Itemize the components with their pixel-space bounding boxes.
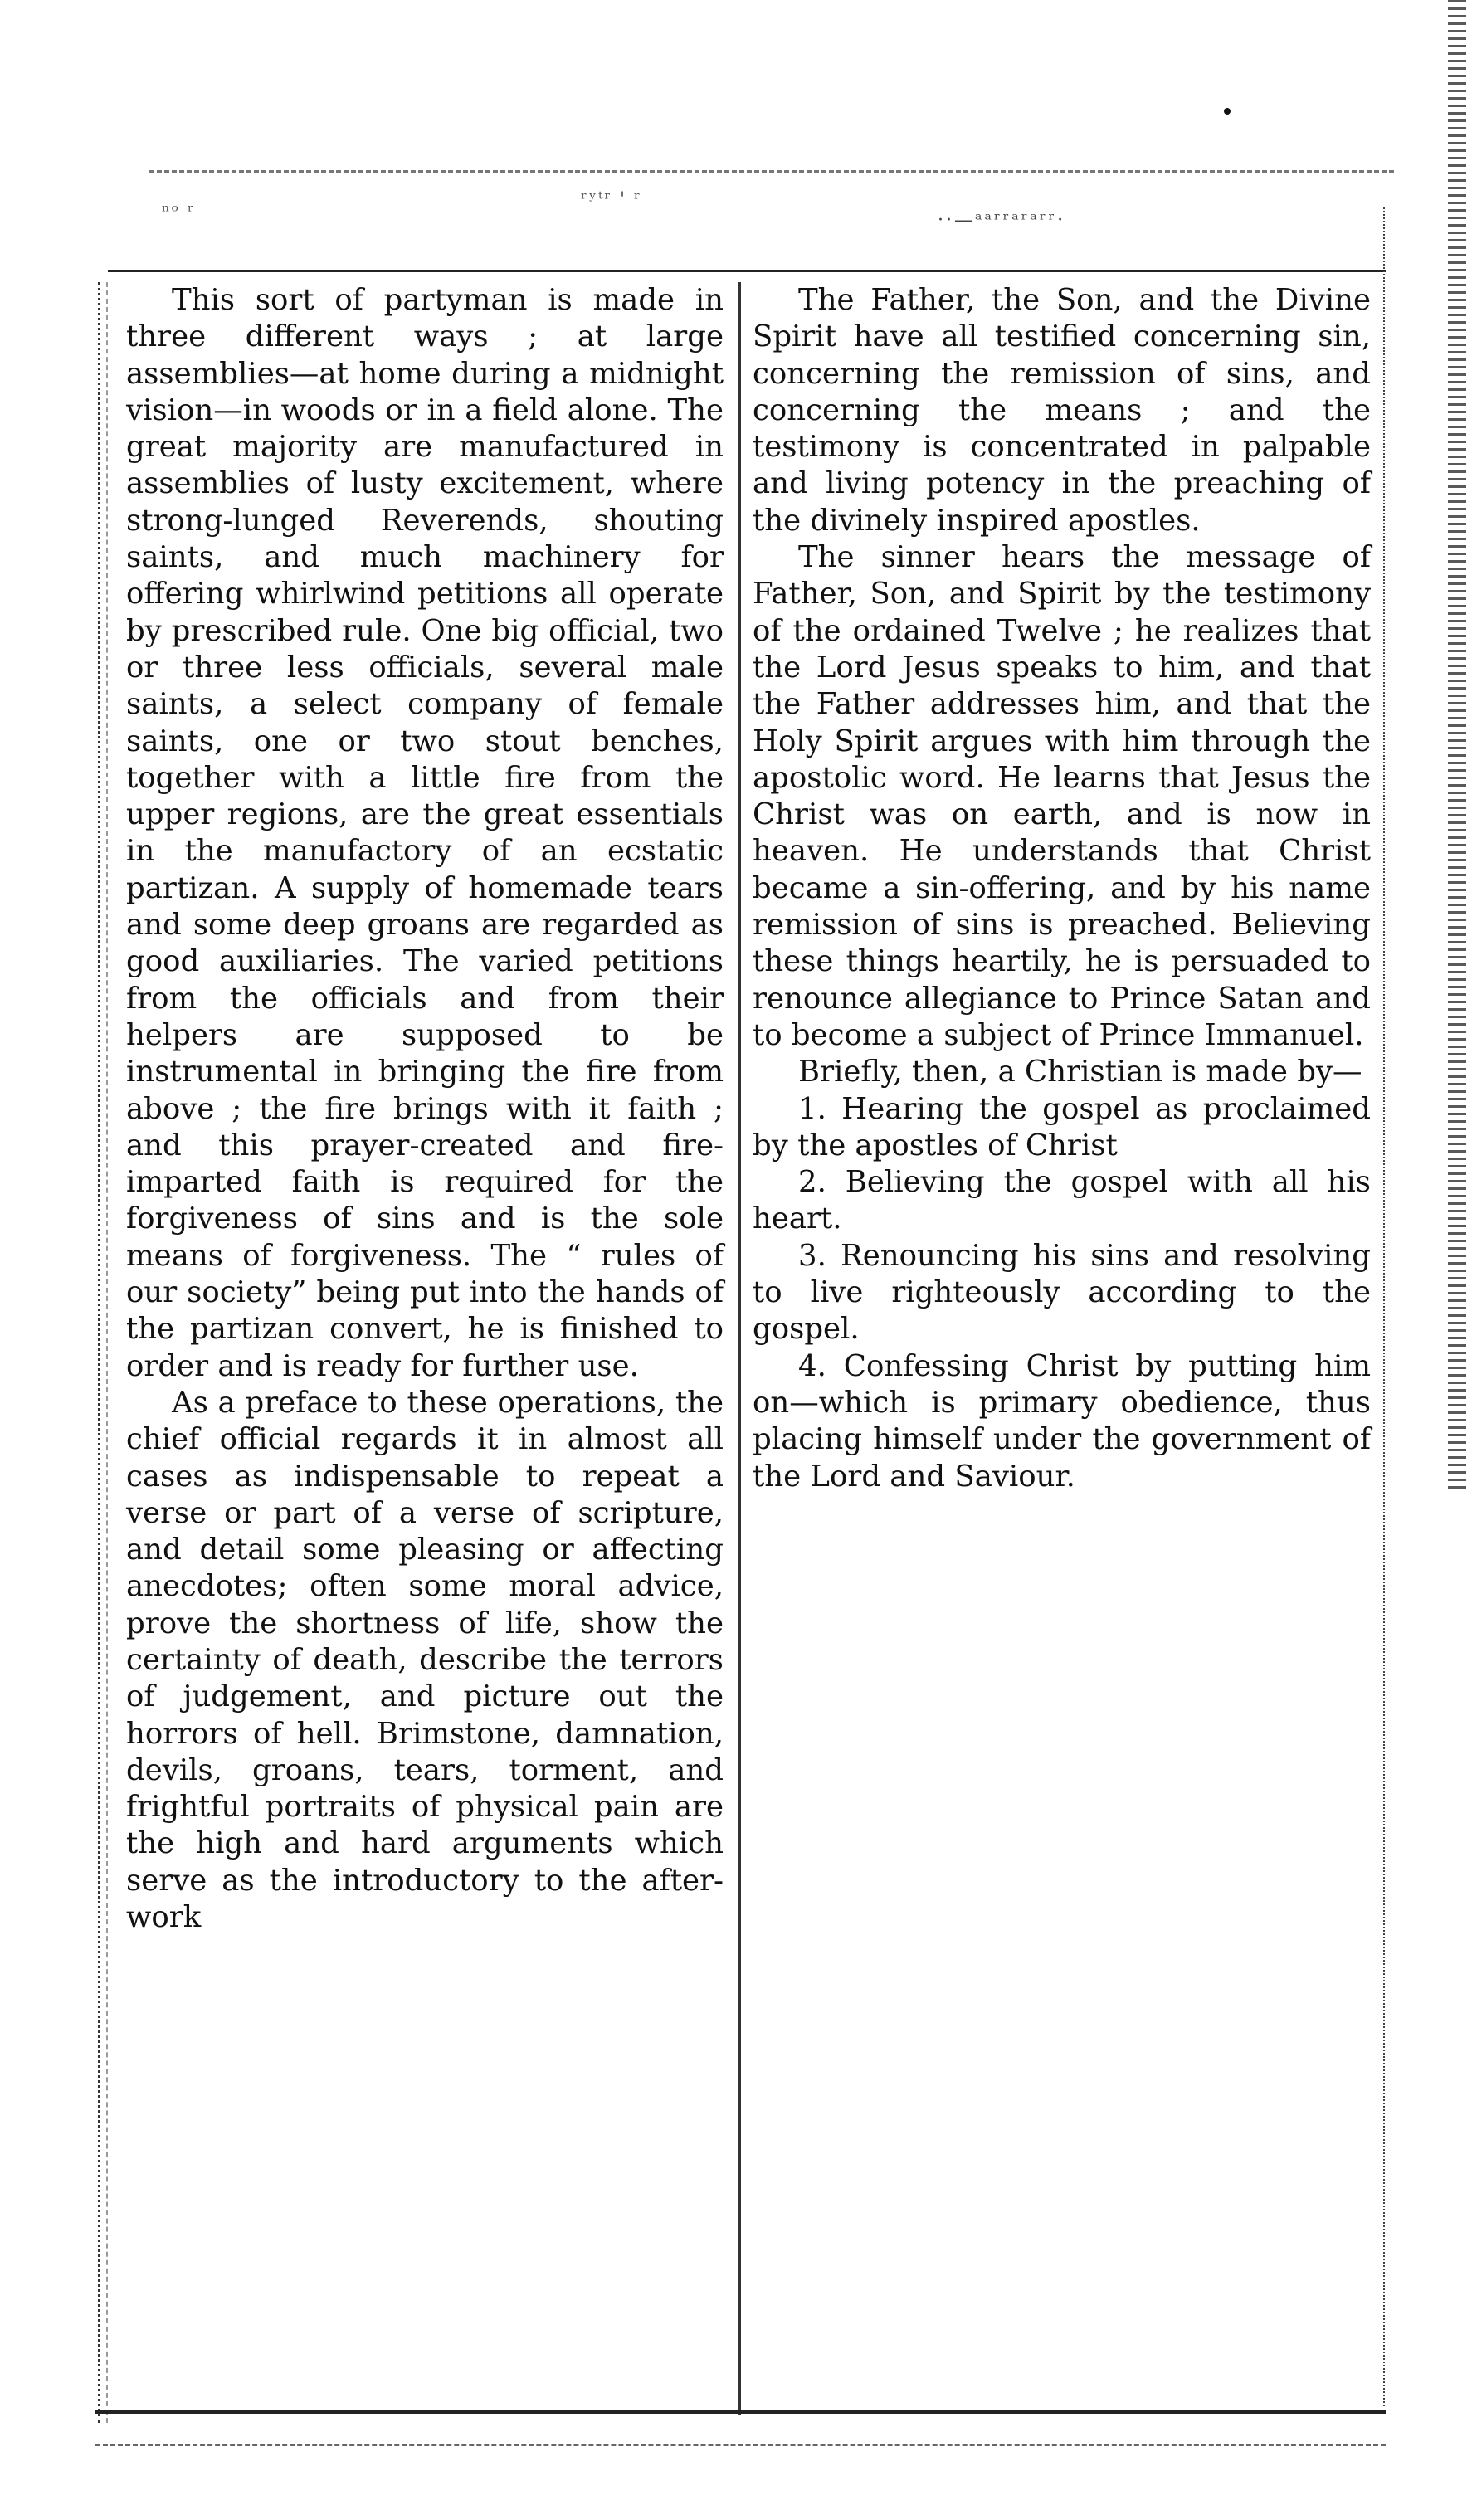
list-item-3: 3. Renouncing his sins and resolving to live righteously according to the gospel. [753,1238,1371,1347]
footer-dashed-rule [95,2444,1386,2446]
left-border-rule-inner [106,282,108,2423]
right-border-rule [1383,207,1385,2406]
header-rule [108,270,1386,272]
list-item-2: 2. Believing the gospel with all his heart. [753,1165,1371,1236]
left-border-rule [98,282,100,2423]
right-paragraph-2: The sinner hears the message of Father, Son, and Spirit by the testimony of the ordained Twelve ; he realizes that the Lord Jesus speaks to him, and that the Father addresses him, and that the Holy Spirit argues with him through the apostolic word. He learns that Jesus the Christ was on earth, and is now in heaven. He understands that Christ became a sin-offering, and by his name remission of sins is preached. Believing these things heartily, he is persuaded to renounce allegiance to Prince Satan and to become a subject of Prince Immanuel. [753,540,1371,1052]
right-paragraph-3: Briefly, then, a Christian is made by— [798,1055,1362,1089]
left-paragraph-2: As a preface to these operations, the chief official regards it in almost all cases as indispensable to repeat a verse or part of a verse of scripture, and detail some pleasing or affecting anecdotes; often some moral advice, prove the shortness of life, show the certainty of death, describe the terrors of judgement, and picture out the horrors of hell. Brimstone, damnation, devils, groans, tears, torment, and frightful portraits of physical pain are the high and hard arguments which serve as the introductory to the after-work [126,1385,724,1935]
right-column [753,282,1371,1495]
footer-rule [95,2410,1386,2414]
torn-page-edge [1448,0,1466,1494]
running-header [124,139,1402,231]
header-middle-text: ʳʸᵗʳ ' ʳ [581,189,642,210]
column-divider [738,282,741,2415]
header-right-text: ··—ᵃᵃʳʳᵃʳᵃʳʳ· [938,210,1066,231]
right-paragraph-1: The Father, the Son, and the Divine Spirit have all testified concerning sin, concerning the remission of sins, and concerning the means ; and the testimony is concentrated in palpable and living potency in the preaching of the divinely inspired apostles. [753,283,1371,538]
left-paragraph-1: This sort of partyman is made in three different ways ; at large assemblies—at home during a midnight vision—in woods or in a field alone. The great majority are manufactured in assemblies of lusty excitement, where strong-lunged Reverends, shouting saints, and much machinery for offering whirlwind petitions all operate by prescribed rule. One big official, two or three less officials, several male saints, a select company of female saints, one or two stout benches, together with a little fire from the upper regions, are the great essentials in the manufactory of an ecstatic partizan. A supply of homemade tears and some deep groans are regarded as good auxiliaries. The varied petitions from the officials and from their helpers are supposed to be instrumental in bringing the fire from above ; the fire brings with it faith ; and this prayer-created and fire-imparted faith is required for the forgiveness of sins and is the sole means of forgiveness. The “ rules of our society” being put into the hands of the partizan convert, he is finished to order and is ready for further use. [126,283,724,1383]
list-item-1: 1. Hearing the gospel as proclaimed by the apostles of Christ [753,1091,1371,1163]
left-column [126,282,724,1936]
list-item-4: 4. Confessing Christ by putting him on—which is primary obedience, thus placing himself under the government of the Lord and Saviour. [753,1348,1371,1494]
header-left-text: ⁿᵒ ʳ [162,202,196,222]
ink-speck [1224,108,1231,115]
